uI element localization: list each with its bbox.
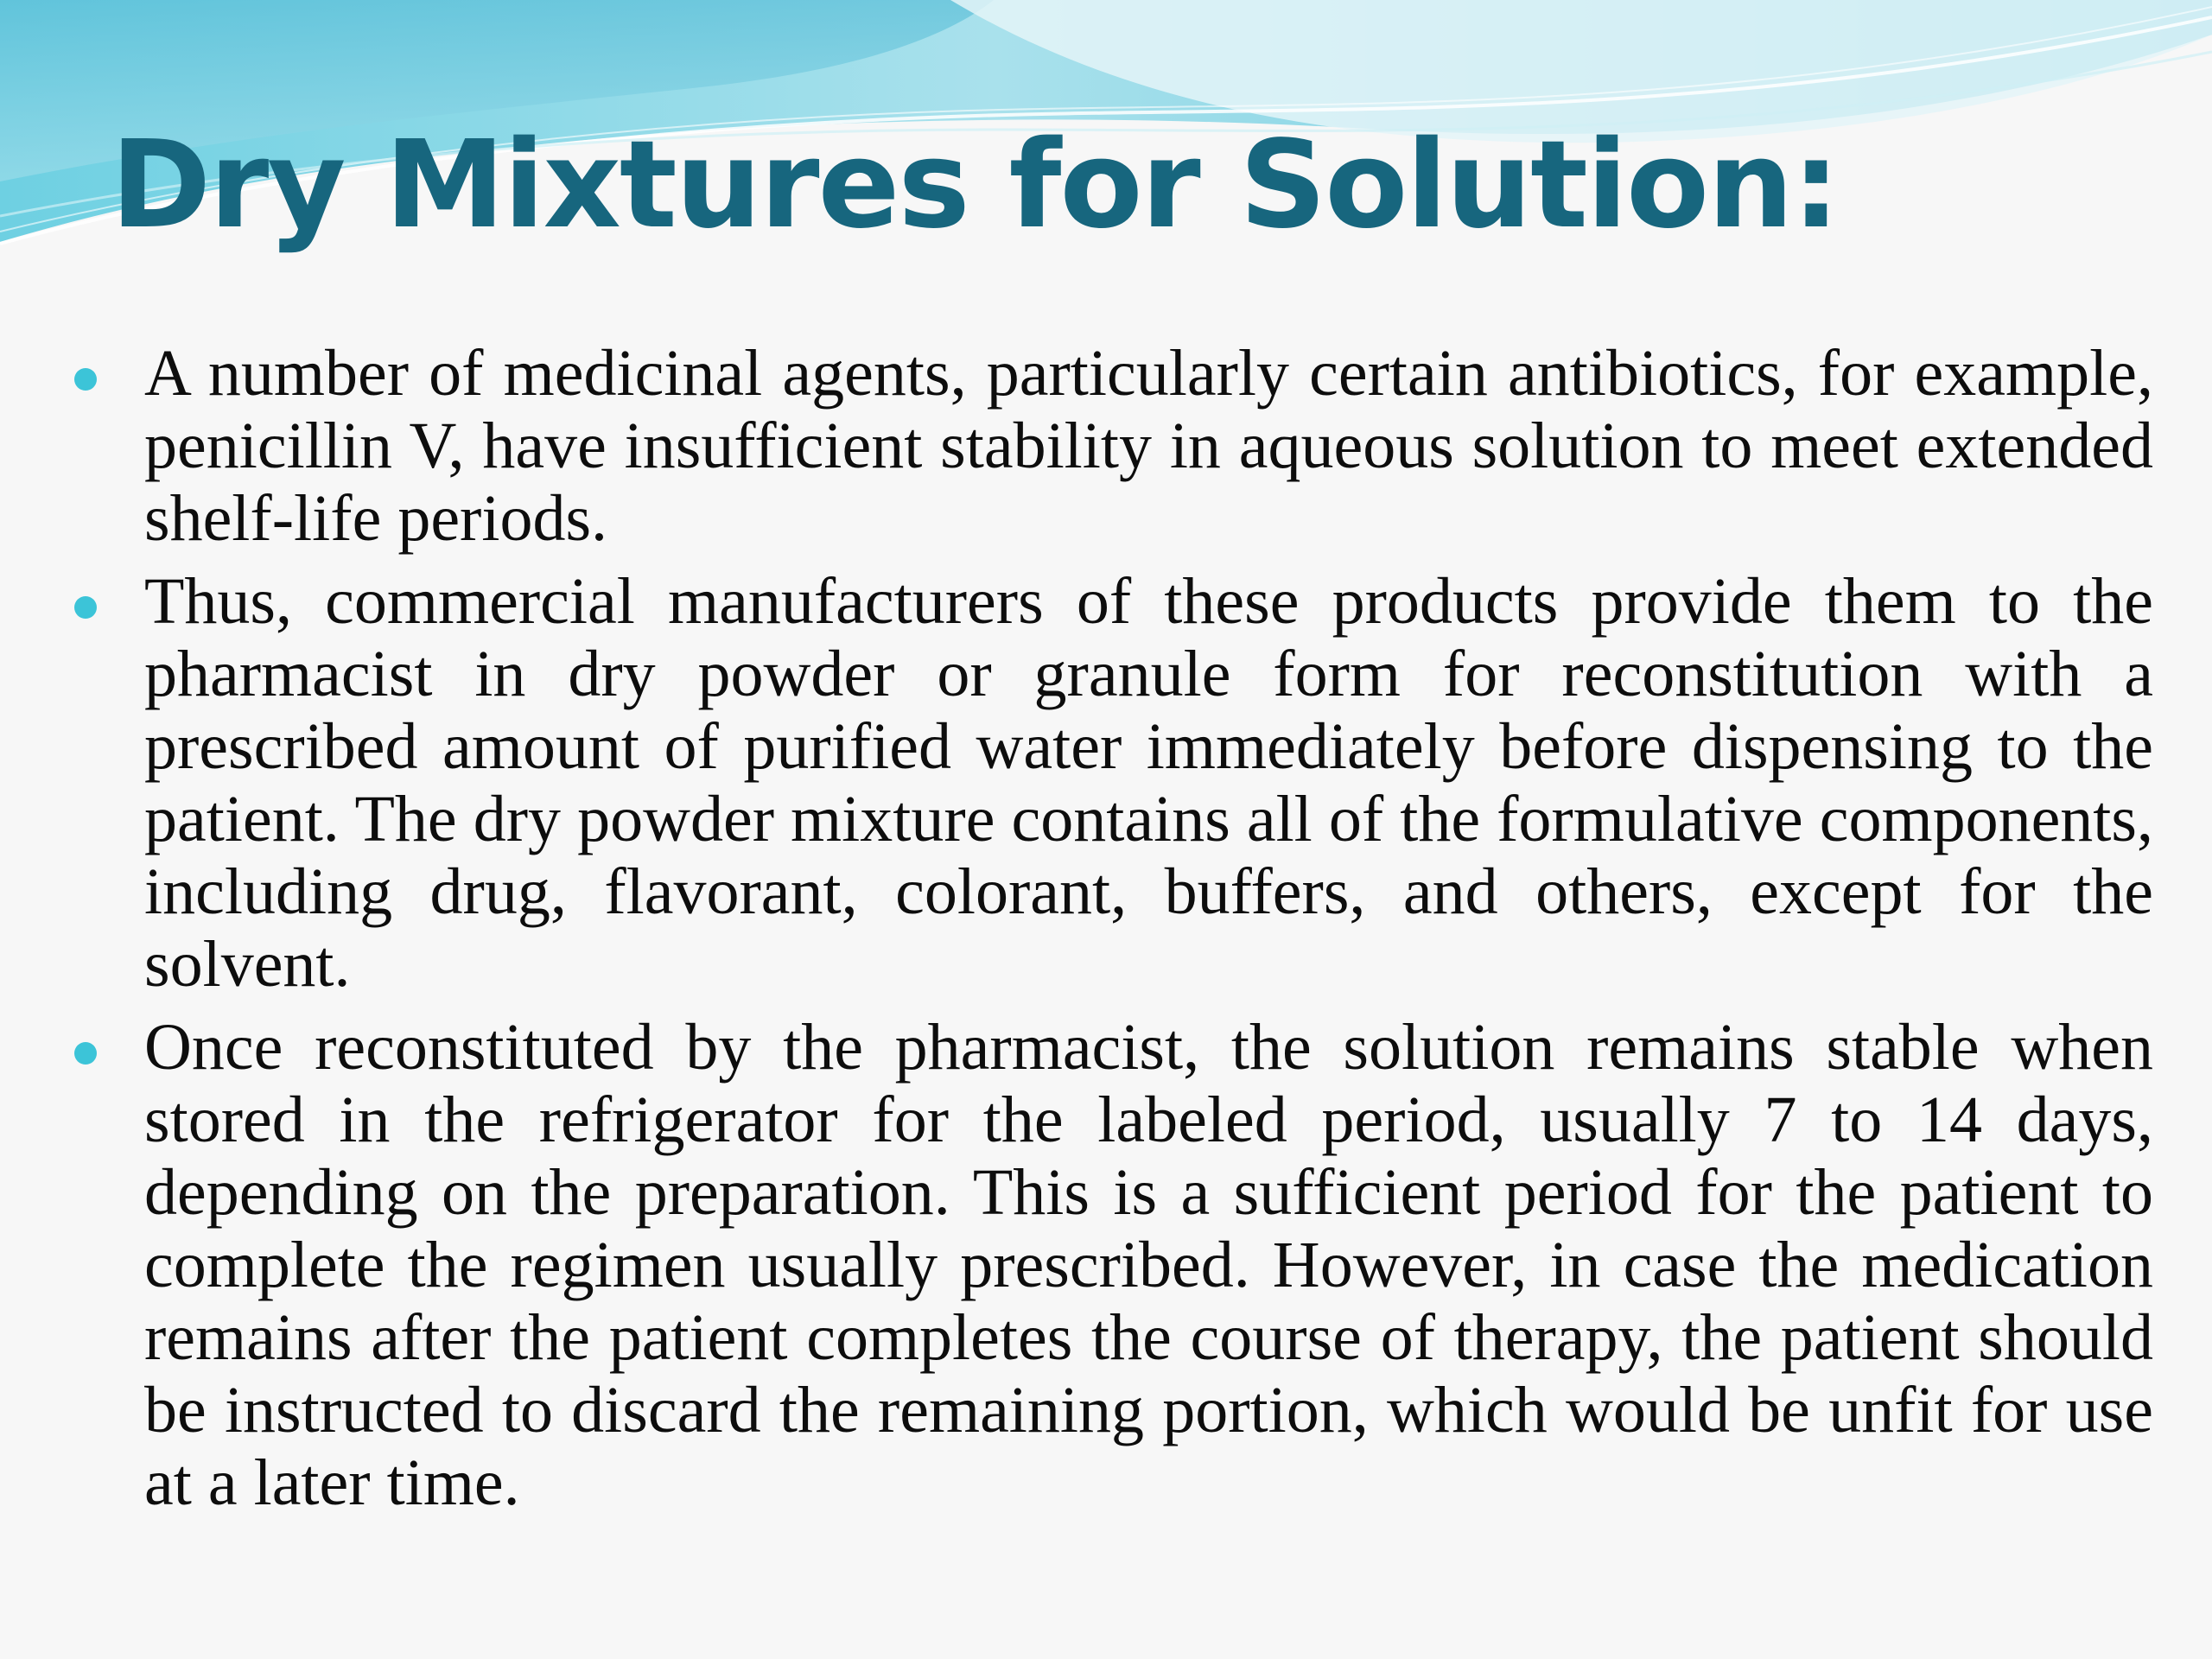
bullet-item-2 bbox=[74, 565, 2153, 1001]
bullet-text: Once reconstituted by the pharmacist, the solution remains stable when stored in the refrigerator for the labeled period, usually 7 to 14 days, depending on the preparation. This is a sufficient period for the patient to complete the regimen usually prescribed. However, in case the medication remains after the patient completes the course of therapy, the patient should be instructed to discard the remaining portion, which would be unfit for use at a later time. bbox=[144, 1011, 2153, 1519]
bullet-dot-icon bbox=[74, 596, 97, 619]
bullet-text: Thus, commercial manufacturers of these products provide them to the pharmacist in dry powder or granule form for reconstitution with a prescribed amount of purified water immediately before dispensing to the patient. The dry powder mixture contains all of the formulative components, including drug, flavorant, colorant, buffers, and others, except for the solvent. bbox=[144, 565, 2153, 1001]
bullet-item-3 bbox=[74, 1011, 2153, 1519]
slide-title: Dry Mixtures for Solution: bbox=[111, 115, 1839, 256]
slide-content bbox=[74, 337, 2153, 1529]
bullet-item-1 bbox=[74, 337, 2153, 555]
bullet-list bbox=[74, 337, 2153, 1519]
bullet-text: A number of medicinal agents, particularly certain antibiotics, for example, penicillin V, have insufficient stability in aqueous solution to meet extended shelf-life periods. bbox=[144, 337, 2153, 555]
bullet-dot-icon bbox=[74, 1042, 97, 1065]
bullet-dot-icon bbox=[74, 368, 97, 391]
